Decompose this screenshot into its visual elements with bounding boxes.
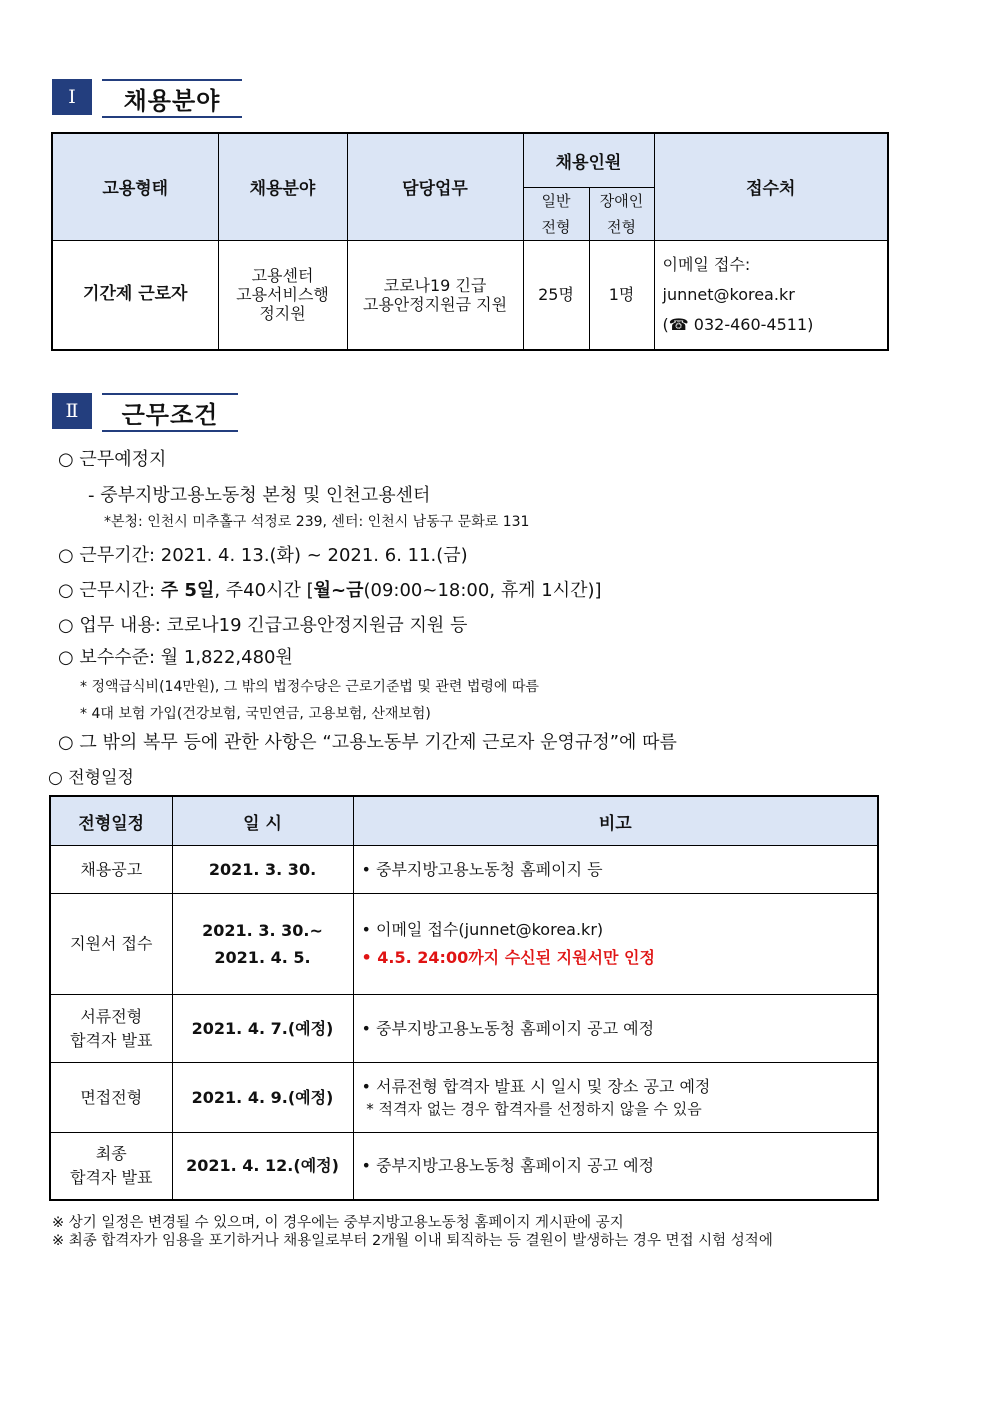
work-hours-mid: , 주40시간 [ — [214, 580, 314, 601]
schedule-note — [353, 894, 878, 995]
footnote-1: ※ 상기 일정은 변경될 수 있으며, 이 경우에는 중부지방고용노동청 홈페이지 게시판에 공지 — [52, 1215, 624, 1231]
location-note: *본청: 인천시 미추홀구 석정로 239, 센터: 인천시 남동구 문화로 131 — [104, 514, 530, 530]
work-period: ○ 근무기간: 2021. 4. 13.(화) ~ 2021. 6. 11.(금) — [58, 545, 468, 566]
cell-field: 고용센터 고용서비스행 정지원 — [218, 240, 347, 350]
receipt-phone: (☎ 032-460-4511) — [662, 314, 814, 334]
schedule-stage: 서류전형 합격자 발표 — [50, 995, 172, 1063]
cell-employment-type: 기간제 근로자 — [52, 240, 218, 350]
schedule-note-line-1: • 중부지방고용노동청 홈페이지 공고 예정 — [361, 1155, 655, 1175]
section-1-badge: Ⅰ — [52, 79, 92, 115]
footnote-2: ※ 최종 합격자가 임용을 포기하거나 채용일로부터 2개월 이내 퇴직하는 등 결원이 발생하는 경우 면접 시험 성적에 — [52, 1233, 773, 1249]
work-hours-days: 주 5일 — [160, 580, 215, 601]
schedule-note — [353, 846, 878, 894]
header-field: 채용분야 — [218, 133, 347, 240]
schedule-date: 2021. 4. 7.(예정) — [172, 995, 353, 1063]
schedule-note-line-1: • 이메일 접수(junnet@korea.kr) — [361, 920, 604, 939]
schedule-note-line-2: • 4.5. 24:00까지 수신된 지원서만 인정 — [361, 948, 655, 967]
schedule-date: 2021. 4. 9.(예정) — [172, 1063, 353, 1133]
schedule-stage: 최종 합격자 발표 — [50, 1133, 172, 1200]
schedule-note-line-1: • 중부지방고용노동청 홈페이지 공고 예정 — [361, 1018, 655, 1038]
table-row — [50, 1063, 878, 1133]
header-duty: 담당업무 — [347, 133, 523, 240]
schedule-header-stage: 전형일정 — [50, 796, 172, 846]
schedule-date: 2021. 4. 12.(예정) — [172, 1133, 353, 1200]
recruit-table — [51, 132, 889, 351]
receipt-email: 이메일 접수: junnet@korea.kr — [662, 254, 795, 304]
schedule-note-line-1: • 서류전형 합격자 발표 시 일시 및 장소 공고 예정 — [361, 1076, 711, 1096]
schedule-note — [353, 1133, 878, 1200]
schedule-note — [353, 1063, 878, 1133]
schedule-note — [353, 995, 878, 1063]
pay-note-1: * 정액급식비(14만원), 그 밖의 법정수당은 근로기준법 및 관련 법령에 따름 — [80, 679, 539, 695]
work-hours-weekdays: 월~금 — [313, 580, 364, 601]
pay-level: ○ 보수수준: 월 1,822,480원 — [58, 647, 293, 668]
location-detail: - 중부지방고용노동청 본청 및 인천고용센터 — [88, 485, 431, 506]
schedule-stage: 면접전형 — [50, 1063, 172, 1133]
schedule-date: 2021. 3. 30. — [172, 846, 353, 894]
schedule-header-date: 일 시 — [172, 796, 353, 846]
other-conditions: ○ 그 밖의 복무 등에 관한 사항은 “고용노동부 기간제 근로자 운영규정”에 따름 — [58, 732, 677, 753]
table-row — [50, 995, 878, 1063]
section-1-title: 채용분야 — [102, 79, 242, 118]
section-2-heading — [52, 393, 238, 432]
work-duties: ○ 업무 내용: 코로나19 긴급고용안정지원금 지원 등 — [58, 615, 468, 636]
schedule-date: 2021. 3. 30.~ 2021. 4. 5. — [172, 894, 353, 995]
header-headcount-general: 일반 전형 — [523, 187, 589, 240]
section-1-heading — [52, 79, 242, 118]
table-row — [50, 894, 878, 995]
header-employment-type: 고용형태 — [52, 133, 218, 240]
work-hours-prefix: ○ 근무시간: — [58, 580, 161, 601]
cell-general-count: 25명 — [523, 240, 589, 350]
schedule-label: ○ 전형일정 — [48, 768, 134, 788]
section-2-title: 근무조건 — [102, 393, 238, 432]
header-headcount: 채용인원 — [523, 133, 654, 187]
schedule-note-line-2: * 적격자 없는 경우 합격자를 선정하지 않을 수 있음 — [361, 1099, 702, 1118]
cell-duty: 코로나19 긴급 고용안정지원금 지원 — [347, 240, 523, 350]
schedule-header-note: 비고 — [353, 796, 878, 846]
table-row — [50, 846, 878, 894]
schedule-stage: 채용공고 — [50, 846, 172, 894]
schedule-stage: 지원서 접수 — [50, 894, 172, 995]
section-2-badge: Ⅱ — [52, 393, 92, 429]
header-receipt: 접수처 — [654, 133, 888, 240]
schedule-note-line-1: • 중부지방고용노동청 홈페이지 등 — [361, 859, 603, 879]
work-hours-suffix: (09:00~18:00, 휴게 1시간)] — [363, 580, 602, 601]
location-label: ○ 근무예정지 — [58, 449, 167, 470]
header-headcount-disabled: 장애인 전형 — [589, 187, 654, 240]
cell-receipt — [654, 240, 888, 350]
pay-note-2: * 4대 보험 가입(건강보험, 국민연금, 고용보험, 산재보험) — [80, 706, 431, 722]
schedule-table — [49, 795, 879, 1201]
work-hours — [58, 576, 602, 602]
cell-disabled-count: 1명 — [589, 240, 654, 350]
table-row — [50, 1133, 878, 1200]
